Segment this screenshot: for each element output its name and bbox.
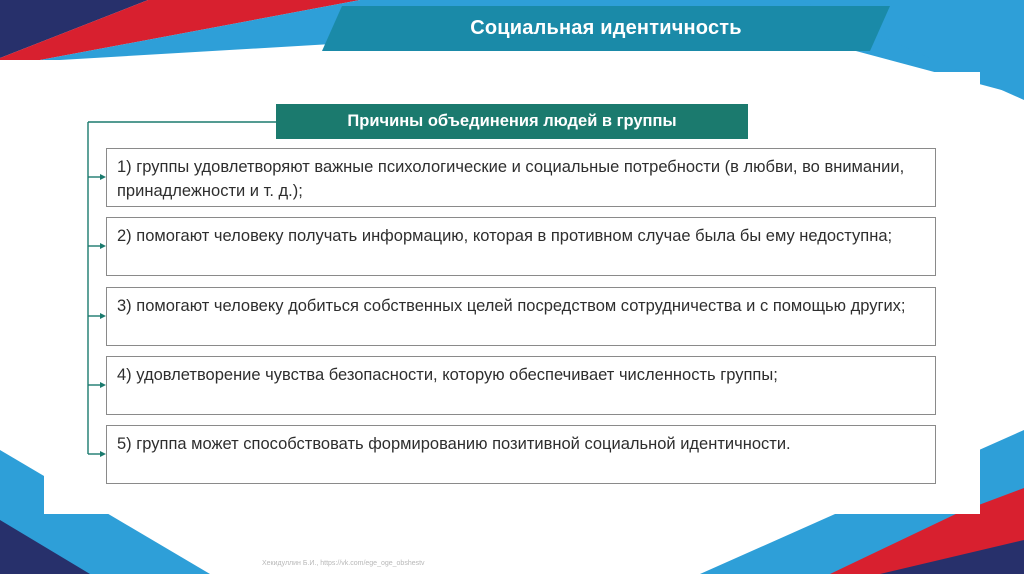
list-item: 4) удовлетворение чувства безопасности, которую обеспечивает численность группы; bbox=[106, 356, 936, 415]
list-item: 5) группа может способствовать формированию позитивной социальной идентичности. bbox=[106, 425, 936, 484]
footer-note: Хекидуллин Б.И., https://vk.com/ege_oge_obshestv bbox=[262, 560, 425, 567]
list-item: 1) группы удовлетворяют важные психологические и социальные потребности (в любви, во внимании, принадлежности и т. д.); bbox=[106, 148, 936, 207]
list-item: 3) помогают человеку добиться собственных целей посредством сотрудничества и с помощью других; bbox=[106, 287, 936, 346]
title-banner bbox=[322, 6, 890, 51]
list-item: 2) помогают человеку получать информацию, которая в противном случае была бы ему недоступна; bbox=[106, 217, 936, 276]
section-header: Причины объединения людей в группы bbox=[276, 104, 748, 139]
page-title: Социальная идентичность bbox=[470, 17, 742, 39]
